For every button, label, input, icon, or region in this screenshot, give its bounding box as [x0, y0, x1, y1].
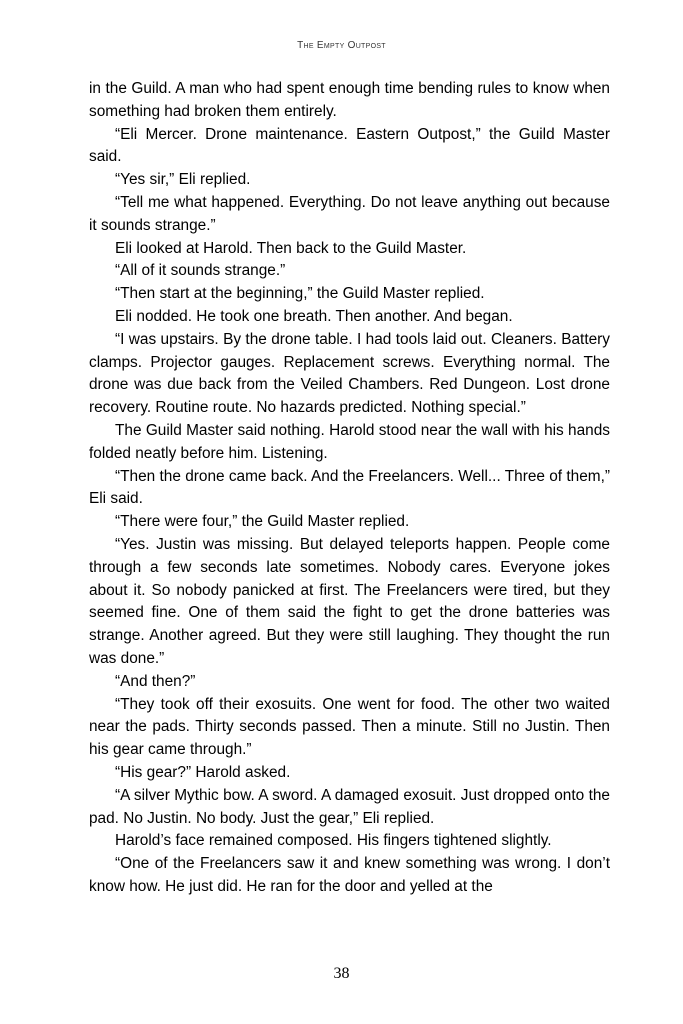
paragraph: “One of the Freelancers saw it and knew something was wrong. I don’t know how. He just did. He ran for the door and yelled at the: [89, 855, 610, 895]
paragraph: “Yes. Justin was missing. But delayed teleports happen. People come through a few seconds late sometimes. Nobody cares. Everyone jokes about it. So nobody panicked at first. The Freelancers were tired, but they seemed fine. One of them said the fight to get the drone batteries was strange. Another agreed. But they were still laughing. They thought the run was done.”: [89, 535, 610, 667]
paragraph: “His gear?” Harold asked.: [115, 763, 291, 781]
page-body: [89, 78, 610, 899]
paragraph: “And then?”: [115, 672, 196, 690]
paragraph: Eli looked at Harold. Then back to the Guild Master.: [115, 239, 467, 257]
paragraph: “All of it sounds strange.”: [115, 262, 286, 280]
paragraph: The Guild Master said nothing. Harold stood near the wall with his hands folded neatly before him. Listening.: [89, 421, 610, 462]
paragraph: “Then start at the beginning,” the Guild Master replied.: [115, 285, 485, 303]
paragraph: “Tell me what happened. Everything. Do not leave anything out because it sounds strange.”: [89, 193, 610, 234]
paragraph: “Yes sir,” Eli replied.: [115, 171, 251, 189]
paragraph: “Then the drone came back. And the Freelancers. Well... Three of them,” Eli said.: [89, 467, 610, 508]
paragraph: Eli nodded. He took one breath. Then another. And began.: [115, 307, 513, 325]
paragraph: “A silver Mythic bow. A sword. A damaged exosuit. Just dropped onto the pad. No Justin. No body. Just the gear,” Eli replied.: [89, 786, 610, 827]
paragraph: Harold’s face remained composed. His fingers tightened slightly.: [115, 832, 552, 850]
paragraph: “They took off their exosuits. One went for food. The other two waited near the pads. Thirty seconds passed. Then a minute. Still no Justin. Then his gear came through.”: [89, 695, 610, 759]
paragraph: in the Guild. A man who had spent enough time bending rules to know when something had broken them entirely.: [89, 80, 610, 120]
paragraph: “Eli Mercer. Drone maintenance. Eastern Outpost,” the Guild Master said.: [89, 125, 610, 166]
paragraph: “I was upstairs. By the drone table. I had tools laid out. Cleaners. Battery clamps. Projector gauges. Replacement screws. Everything normal. The drone was due back from the Veiled Chambers. Red Dungeon. Lost drone recovery. Routine route. No hazards predicted. Nothing special.”: [89, 330, 610, 417]
running-header: The Empty Outpost: [297, 40, 386, 51]
page-number: 38: [333, 965, 350, 982]
paragraph: “There were four,” the Guild Master replied.: [115, 513, 410, 531]
